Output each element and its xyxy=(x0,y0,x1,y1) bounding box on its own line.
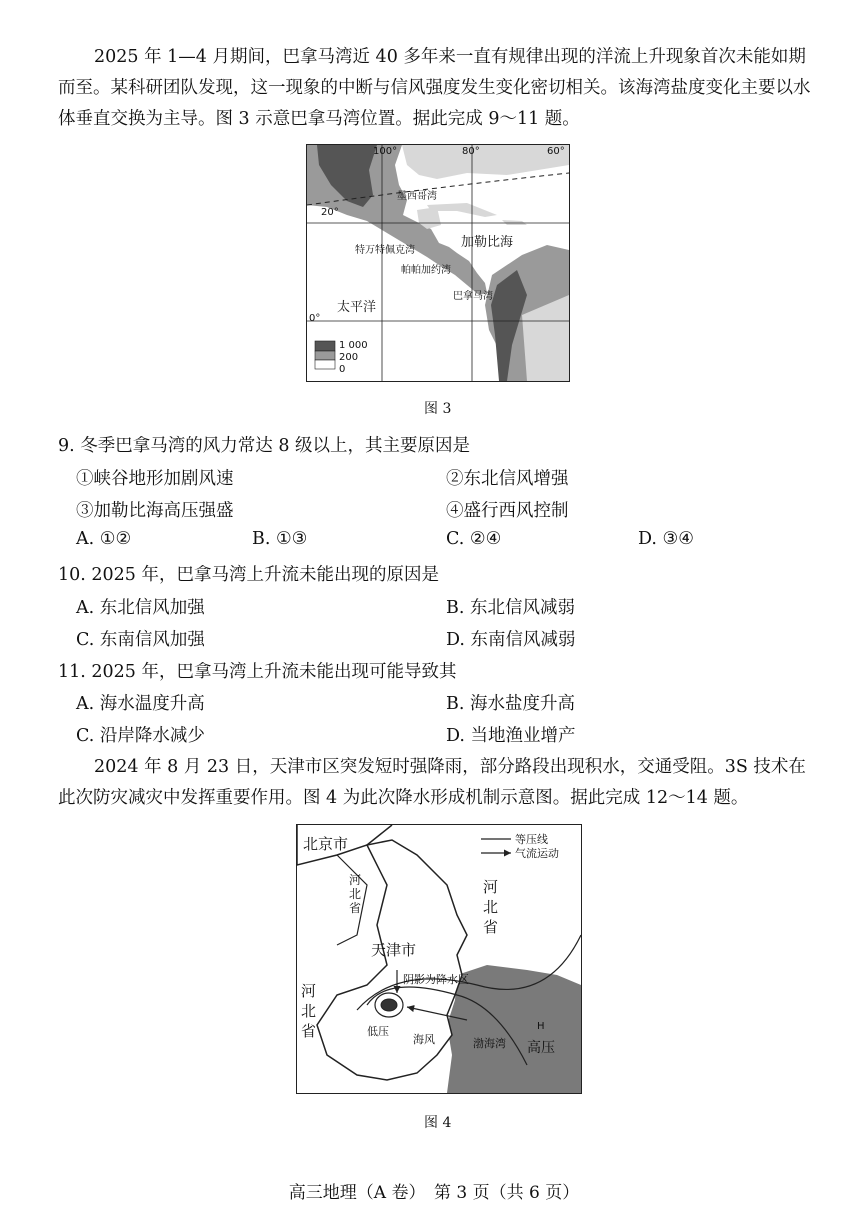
q9-option-c: C. ②④ xyxy=(446,529,502,549)
lon-label-100: 100° xyxy=(373,146,398,157)
label-hebei-left-top: 河北省 xyxy=(349,873,362,915)
land-us xyxy=(402,145,569,179)
q9-item-4: ④盛行西风控制 xyxy=(446,501,569,521)
label-hebei-right: 河北省 xyxy=(483,878,499,936)
figure-4-caption: 图 4 xyxy=(424,1115,452,1131)
q11-option-c: C. 沿岸降水减少 xyxy=(76,726,205,746)
q9-option-a: A. ①② xyxy=(76,529,132,549)
lon-label-80: 80° xyxy=(462,146,480,157)
q10-stem: 10. 2025 年，巴拿马湾上升流未能出现的原因是 xyxy=(58,565,439,585)
q10-option-c: C. 东南信风加强 xyxy=(76,630,205,650)
q9-item-3: ③加勒比海高压强盛 xyxy=(76,501,234,521)
figure-3-map xyxy=(306,144,570,382)
q11-stem: 11. 2025 年，巴拿马湾上升流未能出现可能导致其 xyxy=(58,662,457,682)
passage-1 xyxy=(58,42,814,135)
label-gulf-mexico: 墨西哥湾 xyxy=(397,191,437,202)
label-panama-bay: 巴拿马湾 xyxy=(453,291,493,302)
label-pacific: 太平洋 xyxy=(337,300,377,315)
passage-2 xyxy=(58,752,814,814)
label-beijing: 北京市 xyxy=(303,835,349,853)
q9-stem: 9. 冬季巴拿马湾的风力常达 8 级以上，其主要原因是 xyxy=(58,436,471,456)
label-hebei-left: 河北省 xyxy=(301,982,317,1040)
tianjin-boundary xyxy=(317,840,467,1080)
legend-1000: 1 000 xyxy=(339,340,368,351)
q9-item-2: ②东北信风增强 xyxy=(446,469,569,489)
page-footer: 高三地理（A 卷） 第 3 页（共 6 页） xyxy=(288,1183,580,1203)
label-rain-area: 阴影为降水区 xyxy=(403,973,469,986)
q11-option-a: A. 海水温度升高 xyxy=(76,694,205,714)
legend-200: 200 xyxy=(339,352,359,363)
legend-isobar: 等压线 xyxy=(515,833,548,846)
label-tehuantepec: 特万特佩克湾 xyxy=(355,245,415,256)
label-high-h: H xyxy=(537,1021,545,1032)
q9-option-b: B. ①③ xyxy=(252,529,308,549)
label-bohai: 渤海湾 xyxy=(473,1037,506,1050)
lat-label-0: 0° xyxy=(309,313,321,324)
passage-2-text: 2024 年 8 月 23 日，天津市区突发短时强降雨，部分路段出现积水，交通受阻。3S 技术在此次防灾减灾中发挥重要作用。图 4 为此次降水形成机制示意图。据此完成 12～14 题。 xyxy=(58,757,806,808)
q9-option-d: D. ③④ xyxy=(638,529,694,549)
q9-item-1: ①峡谷地形加剧风速 xyxy=(76,469,234,489)
figure-3-caption: 图 3 xyxy=(424,401,452,417)
legend-0: 0 xyxy=(339,364,346,375)
q11-option-d: D. 当地渔业增产 xyxy=(446,726,576,746)
label-low-pressure: 低压 xyxy=(367,1025,389,1038)
legend-airflow: 气流运动 xyxy=(515,847,559,860)
label-high-pressure: 高压 xyxy=(527,1040,555,1056)
q10-option-d: D. 东南信风减弱 xyxy=(446,630,576,650)
passage-1-text: 2025 年 1—4 月期间，巴拿马湾近 40 多年来一直有规律出现的洋流上升现象首次未能如期而至。某科研团队发现，这一现象的中断与信风强度发生变化密切相关。该海湾盐度变化主要以水体垂直交换为主导。图 3 示意巴拿马湾位置。据此完成 9～11 题。 xyxy=(58,47,811,129)
q10-option-a: A. 东北信风加强 xyxy=(76,598,205,618)
label-papagayo: 帕帕加约湾 xyxy=(401,265,451,276)
figure-4-map xyxy=(296,824,582,1094)
label-tianjin: 天津市 xyxy=(371,941,417,959)
label-caribbean: 加勒比海 xyxy=(461,235,514,250)
land-islands xyxy=(502,220,527,225)
q11-option-b: B. 海水盐度升高 xyxy=(446,694,575,714)
lon-label-60: 60° xyxy=(547,146,565,157)
label-sea-wind: 海风 xyxy=(413,1033,435,1046)
q10-option-b: B. 东北信风减弱 xyxy=(446,598,575,618)
lat-label-20: 20° xyxy=(321,207,339,218)
